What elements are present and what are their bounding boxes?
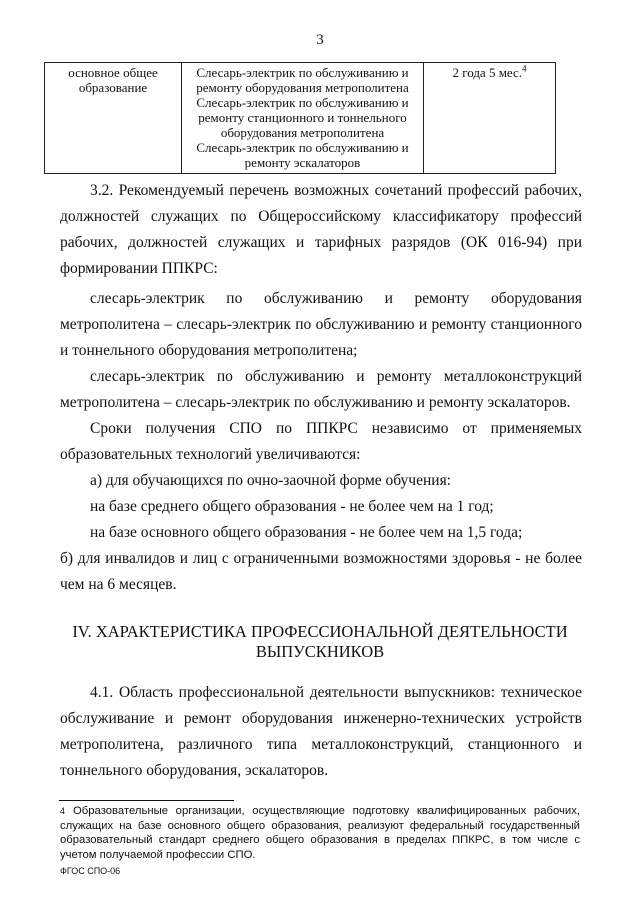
paragraph-4-1: 4.1. Область профессиональной деятельности выпускников: техническое обслуживание и ремонт оборудования инженерно-технических устройств метрополитена, различного типа металлоконструкций, станционного и тоннельного оборудования, эскалаторов. [60,684,582,779]
footnote [60,804,580,862]
section-title-line-1: IV. ХАРАКТЕРИСТИКА ПРОФЕССИОНАЛЬНОЙ ДЕЯТЕЛЬНОСТИ [72,622,568,641]
professions-cell [182,63,424,174]
footnote-number: 4 [60,806,66,816]
education-cell: основное общее образование [45,63,182,174]
footnote-text: Образовательные организации, осуществляющие подготовку квалифицированных рабочих, служащих на базе основного общего образования, реализуют федеральный государственный образовательный стандарт среднего общего образования в пределах ППКРС, в том числе с учетом получаемой профессии СПО. [60,805,580,861]
paragraph-combination-2: слесарь-электрик по обслуживанию и ремонту металлоконструкций метрополитена – слесарь-электрик по обслуживанию и ремонту эскалаторов. [60,368,582,411]
footnote-separator [59,800,234,801]
profession-item: Слесарь-электрик по обслуживанию и ремонту эскалаторов [196,140,409,170]
footnote-ref: 4 [522,63,527,74]
paragraph-item-a: а) для обучающихся по очно-заочной форме обучения: [90,472,452,489]
section-title-line-2: ВЫПУСКНИКОВ [255,642,385,661]
profession-item: Слесарь-электрик по обслуживанию и ремонту оборудования метрополитена [196,65,409,95]
paragraph-item-a2: на базе основного общего образования - не более чем на 1,5 года; [90,524,523,541]
profession-item: Слесарь-электрик по обслуживанию и ремонту станционного и тоннельного оборудования метрополитена [196,95,409,140]
page-number: 3 [316,32,324,48]
paragraph-item-b: б) для инвалидов и лиц с ограниченными возможностями здоровья - не более чем на 6 месяцев. [60,550,582,593]
paragraph-3-2: 3.2. Рекомендуемый перечень возможных сочетаний профессий рабочих, должностей служащих по Общероссийскому классификатору профессий рабочих, должностей служащих и тарифных разрядов (ОК 016-94) при формировании ППКРС: [60,182,582,277]
paragraph-combination-1: слесарь-электрик по обслуживанию и ремонту оборудования метрополитена – слесарь-электрик по обслуживанию и ремонту станционного и тоннельного оборудования метрополитена; [60,290,582,359]
duration-cell [424,63,556,174]
paragraph-item-a1: на базе среднего общего образования - не более чем на 1 год; [90,498,494,515]
footer-code: ФГОС СПО-06 [60,866,121,876]
section-title [60,622,580,662]
paragraph-terms: Сроки получения СПО по ППКРС независимо от применяемых образовательных технологий увеличиваются: [60,420,582,463]
profession-table [44,62,556,174]
table-row [45,63,556,174]
duration-value: 2 года 5 мес. [452,65,523,80]
